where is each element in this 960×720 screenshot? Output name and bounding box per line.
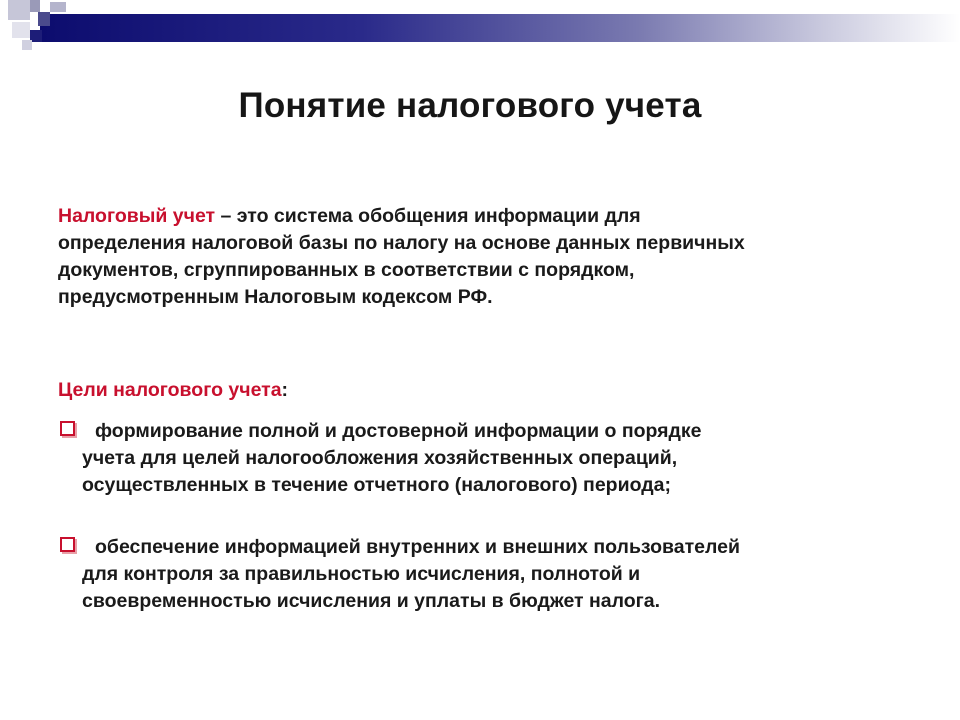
checkbox-bullet-icon	[60, 421, 75, 436]
goal-line: своевременностью исчисления и уплаты в бюджет налога.	[82, 590, 661, 612]
definition-line	[58, 203, 918, 230]
goal-line: учета для целей налогообложения хозяйственных операций,	[82, 447, 678, 469]
goal-line: для контроля за правильностью исчисления, полнотой и	[82, 563, 641, 585]
decor-square	[50, 2, 66, 12]
definition-line: определения налоговой базы по налогу на основе данных первичных	[58, 232, 745, 254]
checkbox-bullet-icon	[60, 537, 75, 552]
header-gradient-bar	[40, 14, 960, 42]
definition-line: документов, сгруппированных в соответствии с порядком,	[58, 259, 635, 281]
goal-list-item	[58, 534, 908, 615]
goal-text: обеспечение информацией внутренних и внешних пользователей	[95, 536, 740, 558]
decor-square	[22, 40, 32, 50]
decor-square	[8, 0, 30, 20]
definition-text: – это система обобщения информации для	[215, 205, 641, 227]
goal-list-item	[58, 418, 908, 499]
definition-term: Налоговый учет	[58, 205, 216, 227]
decor-square	[12, 22, 30, 38]
goal-line	[58, 418, 908, 445]
goals-heading-text: Цели налогового учета	[58, 379, 282, 401]
goal-line	[58, 534, 908, 561]
slide-title: Понятие налогового учета	[238, 86, 702, 125]
definition-paragraph	[58, 203, 918, 311]
decor-square	[30, 0, 40, 12]
decor-square	[38, 12, 50, 26]
definition-line: предусмотренным Налоговым кодексом РФ.	[58, 286, 493, 308]
goal-line: осуществленных в течение отчетного (налогового) периода;	[82, 474, 671, 496]
goals-heading	[58, 377, 918, 404]
goals-heading-colon: :	[281, 379, 289, 401]
goal-text: формирование полной и достоверной информации о порядке	[95, 420, 702, 442]
